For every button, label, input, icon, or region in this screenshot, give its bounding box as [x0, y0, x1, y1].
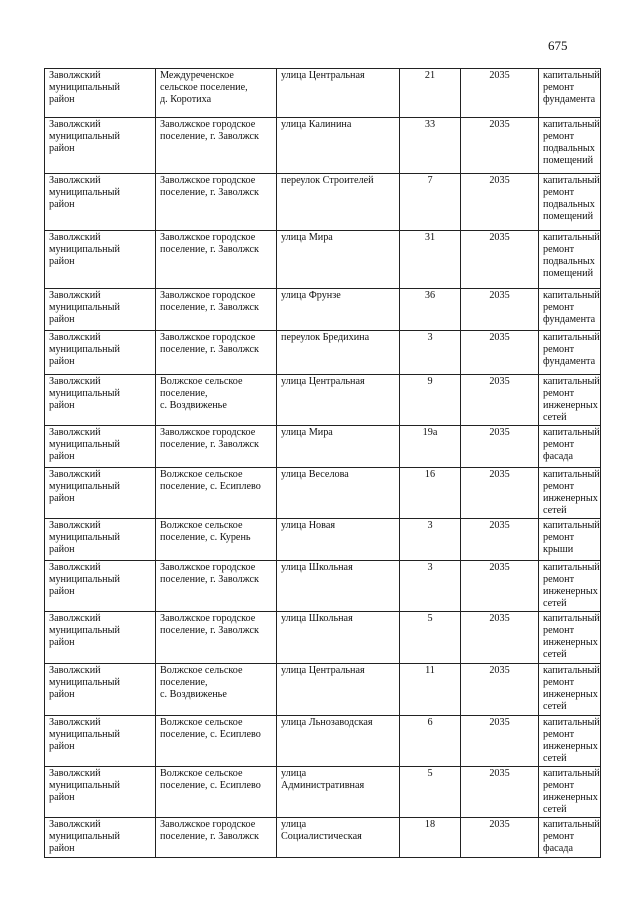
year-text: 2035	[489, 613, 510, 624]
work-type-text: капитальный ремонт подвальных помещений	[543, 232, 600, 279]
house-number-text: 6	[427, 717, 433, 728]
work-type-cell	[539, 118, 601, 174]
house-number-cell	[400, 174, 461, 231]
work-type-cell	[539, 767, 601, 818]
year-cell	[461, 767, 539, 818]
house-number-text: 9	[427, 376, 433, 387]
district-cell	[45, 664, 156, 716]
settlement-text: Заволжское городское поселение, г. Заволжск	[160, 613, 259, 636]
house-number-text: 21	[424, 70, 436, 81]
house-number-cell	[400, 519, 461, 561]
work-type-cell	[539, 612, 601, 664]
table-row	[45, 612, 601, 664]
settlement-text: Заволжское городское поселение, г. Заволжск	[160, 232, 259, 255]
work-type-text: капитальный ремонт инженерных сетей	[543, 665, 600, 712]
settlement-cell	[156, 561, 277, 612]
year-cell	[461, 426, 539, 468]
house-number-cell	[400, 331, 461, 375]
house-number-cell	[400, 767, 461, 818]
table-row	[45, 519, 601, 561]
house-number-cell	[400, 289, 461, 331]
settlement-cell	[156, 69, 277, 118]
table-row	[45, 375, 601, 426]
year-text: 2035	[489, 562, 510, 573]
table-row	[45, 231, 601, 289]
year-cell	[461, 818, 539, 858]
house-number-text: 33	[424, 119, 436, 130]
year-text: 2035	[489, 332, 510, 343]
table-row	[45, 561, 601, 612]
year-cell	[461, 612, 539, 664]
year-cell	[461, 561, 539, 612]
table-row	[45, 289, 601, 331]
year-cell	[461, 174, 539, 231]
street-text: улица Школьная	[281, 613, 353, 624]
house-number-text: 19а	[422, 427, 438, 438]
district-cell	[45, 468, 156, 519]
work-type-cell	[539, 69, 601, 118]
work-type-cell	[539, 231, 601, 289]
street-text: улица Центральная	[281, 376, 365, 387]
street-text: улица Административная	[281, 768, 365, 791]
year-text: 2035	[489, 819, 510, 830]
house-number-text: 5	[427, 613, 433, 624]
street-cell	[277, 231, 400, 289]
settlement-text: Волжское сельское поселение, с. Есиплево	[160, 469, 261, 492]
district-text: Заволжский муниципальный район	[49, 376, 120, 411]
settlement-text: Волжское сельское поселение, с. Воздвиженье	[160, 376, 243, 411]
street-text: улица Школьная	[281, 562, 353, 573]
district-cell	[45, 426, 156, 468]
table-row	[45, 426, 601, 468]
district-cell	[45, 767, 156, 818]
year-cell	[461, 375, 539, 426]
district-text: Заволжский муниципальный район	[49, 175, 120, 210]
table-row	[45, 664, 601, 716]
house-number-cell	[400, 118, 461, 174]
table-row	[45, 118, 601, 174]
street-text: улица Центральная	[281, 70, 365, 81]
district-cell	[45, 612, 156, 664]
house-number-text: 5	[427, 768, 433, 779]
settlement-cell	[156, 118, 277, 174]
work-type-cell	[539, 818, 601, 858]
repair-schedule-table	[44, 68, 601, 858]
settlement-cell	[156, 289, 277, 331]
street-text: улица Социалистическая	[281, 819, 362, 842]
house-number-text: 36	[424, 290, 436, 301]
year-text: 2035	[489, 119, 510, 130]
year-cell	[461, 118, 539, 174]
work-type-text: капитальный ремонт фасада	[543, 819, 600, 854]
work-type-text: капитальный ремонт инженерных сетей	[543, 469, 600, 516]
year-text: 2035	[489, 520, 510, 531]
table-row	[45, 331, 601, 375]
district-cell	[45, 69, 156, 118]
work-type-text: капитальный ремонт подвальных помещений	[543, 119, 600, 166]
settlement-text: Волжское сельское поселение, с. Воздвиженье	[160, 665, 243, 700]
year-text: 2035	[489, 427, 510, 438]
year-cell	[461, 664, 539, 716]
district-text: Заволжский муниципальный район	[49, 427, 120, 462]
street-cell	[277, 716, 400, 767]
district-cell	[45, 561, 156, 612]
district-cell	[45, 375, 156, 426]
district-text: Заволжский муниципальный район	[49, 819, 120, 854]
year-cell	[461, 519, 539, 561]
year-cell	[461, 468, 539, 519]
street-cell	[277, 519, 400, 561]
settlement-cell	[156, 818, 277, 858]
year-text: 2035	[489, 290, 510, 301]
street-cell	[277, 69, 400, 118]
table-row	[45, 716, 601, 767]
table-row	[45, 174, 601, 231]
settlement-text: Заволжское городское поселение, г. Заволжск	[160, 819, 259, 842]
street-text: улица Мира	[281, 427, 333, 438]
street-text: улица Мира	[281, 232, 333, 243]
house-number-text: 31	[424, 232, 436, 243]
street-cell	[277, 767, 400, 818]
street-text: переулок Строителей	[281, 175, 374, 186]
house-number-text: 3	[427, 562, 433, 573]
street-cell	[277, 561, 400, 612]
street-text: улица Калинина	[281, 119, 352, 130]
work-type-cell	[539, 426, 601, 468]
year-text: 2035	[489, 70, 510, 81]
house-number-cell	[400, 664, 461, 716]
year-text: 2035	[489, 717, 510, 728]
district-cell	[45, 716, 156, 767]
street-cell	[277, 818, 400, 858]
house-number-cell	[400, 612, 461, 664]
work-type-text: капитальный ремонт подвальных помещений	[543, 175, 600, 222]
street-cell	[277, 664, 400, 716]
street-cell	[277, 289, 400, 331]
street-cell	[277, 468, 400, 519]
year-text: 2035	[489, 469, 510, 480]
page-number: 675	[548, 38, 568, 53]
settlement-cell	[156, 231, 277, 289]
street-cell	[277, 331, 400, 375]
street-cell	[277, 118, 400, 174]
street-text: улица Центральная	[281, 665, 365, 676]
street-text: улица Веселова	[281, 469, 349, 480]
settlement-cell	[156, 174, 277, 231]
work-type-text: капитальный ремонт фундамента	[543, 290, 600, 325]
house-number-cell	[400, 561, 461, 612]
district-text: Заволжский муниципальный район	[49, 119, 120, 154]
table-row	[45, 69, 601, 118]
street-cell	[277, 375, 400, 426]
work-type-text: капитальный ремонт фундамента	[543, 70, 600, 105]
settlement-text: Волжское сельское поселение, с. Есиплево	[160, 717, 261, 740]
street-text: улица Фрунзе	[281, 290, 341, 301]
work-type-text: капитальный ремонт инженерных сетей	[543, 768, 600, 815]
district-text: Заволжский муниципальный район	[49, 332, 120, 367]
settlement-cell	[156, 767, 277, 818]
settlement-cell	[156, 331, 277, 375]
district-cell	[45, 519, 156, 561]
year-cell	[461, 231, 539, 289]
house-number-text: 3	[427, 520, 433, 531]
district-text: Заволжский муниципальный район	[49, 665, 120, 700]
work-type-cell	[539, 174, 601, 231]
house-number-cell	[400, 231, 461, 289]
house-number-cell	[400, 426, 461, 468]
settlement-text: Заволжское городское поселение, г. Заволжск	[160, 562, 259, 585]
settlement-cell	[156, 375, 277, 426]
settlement-text: Заволжское городское поселение, г. Заволжск	[160, 119, 259, 142]
street-text: улица Льнозаводская	[281, 717, 373, 728]
settlement-cell	[156, 716, 277, 767]
work-type-text: капитальный ремонт крыши	[543, 520, 600, 555]
street-text: улица Новая	[281, 520, 336, 531]
settlement-cell	[156, 468, 277, 519]
year-cell	[461, 289, 539, 331]
settlement-cell	[156, 426, 277, 468]
settlement-text: Волжское сельское поселение, с. Есиплево	[160, 768, 261, 791]
house-number-text: 16	[424, 469, 436, 480]
work-type-cell	[539, 375, 601, 426]
district-text: Заволжский муниципальный район	[49, 469, 120, 504]
year-cell	[461, 331, 539, 375]
work-type-cell	[539, 561, 601, 612]
district-text: Заволжский муниципальный район	[49, 768, 120, 803]
work-type-text: капитальный ремонт фундамента	[543, 332, 600, 367]
house-number-text: 7	[427, 175, 433, 186]
work-type-cell	[539, 664, 601, 716]
settlement-text: Заволжское городское поселение, г. Заволжск	[160, 332, 259, 355]
district-text: Заволжский муниципальный район	[49, 290, 120, 325]
house-number-text: 3	[427, 332, 433, 343]
district-text: Заволжский муниципальный район	[49, 613, 120, 648]
district-text: Заволжский муниципальный район	[49, 717, 120, 752]
settlement-cell	[156, 664, 277, 716]
settlement-cell	[156, 519, 277, 561]
district-cell	[45, 231, 156, 289]
table-row	[45, 468, 601, 519]
settlement-cell	[156, 612, 277, 664]
year-cell	[461, 69, 539, 118]
district-text: Заволжский муниципальный район	[49, 232, 120, 267]
street-cell	[277, 174, 400, 231]
work-type-text: капитальный ремонт инженерных сетей	[543, 613, 600, 660]
settlement-text: Заволжское городское поселение, г. Заволжск	[160, 175, 259, 198]
work-type-text: капитальный ремонт фасада	[543, 427, 600, 462]
house-number-cell	[400, 69, 461, 118]
street-text: переулок Бредихина	[281, 332, 370, 343]
year-text: 2035	[489, 768, 510, 779]
work-type-cell	[539, 331, 601, 375]
house-number-text: 11	[425, 665, 435, 676]
work-type-cell	[539, 289, 601, 331]
settlement-text: Волжское сельское поселение, с. Курень	[160, 520, 251, 543]
district-text: Заволжский муниципальный район	[49, 562, 120, 597]
district-cell	[45, 331, 156, 375]
district-cell	[45, 818, 156, 858]
work-type-cell	[539, 468, 601, 519]
house-number-cell	[400, 375, 461, 426]
year-cell	[461, 716, 539, 767]
district-cell	[45, 289, 156, 331]
year-text: 2035	[489, 376, 510, 387]
district-text: Заволжский муниципальный район	[49, 520, 120, 555]
house-number-cell	[400, 716, 461, 767]
district-cell	[45, 174, 156, 231]
work-type-text: капитальный ремонт инженерных сетей	[543, 562, 600, 609]
year-text: 2035	[489, 175, 510, 186]
settlement-text: Заволжское городское поселение, г. Заволжск	[160, 427, 259, 450]
table-row	[45, 767, 601, 818]
settlement-text: Междуреченское сельское поселение, д. Коротиха	[160, 70, 248, 105]
work-type-text: капитальный ремонт инженерных сетей	[543, 376, 600, 423]
work-type-text: капитальный ремонт инженерных сетей	[543, 717, 600, 764]
settlement-text: Заволжское городское поселение, г. Заволжск	[160, 290, 259, 313]
street-cell	[277, 612, 400, 664]
street-cell	[277, 426, 400, 468]
work-type-cell	[539, 716, 601, 767]
district-cell	[45, 118, 156, 174]
house-number-cell	[400, 818, 461, 858]
year-text: 2035	[489, 665, 510, 676]
district-text: Заволжский муниципальный район	[49, 70, 120, 105]
year-text: 2035	[489, 232, 510, 243]
house-number-cell	[400, 468, 461, 519]
house-number-text: 18	[424, 819, 436, 830]
table-row	[45, 818, 601, 858]
work-type-cell	[539, 519, 601, 561]
table-body	[45, 69, 601, 858]
